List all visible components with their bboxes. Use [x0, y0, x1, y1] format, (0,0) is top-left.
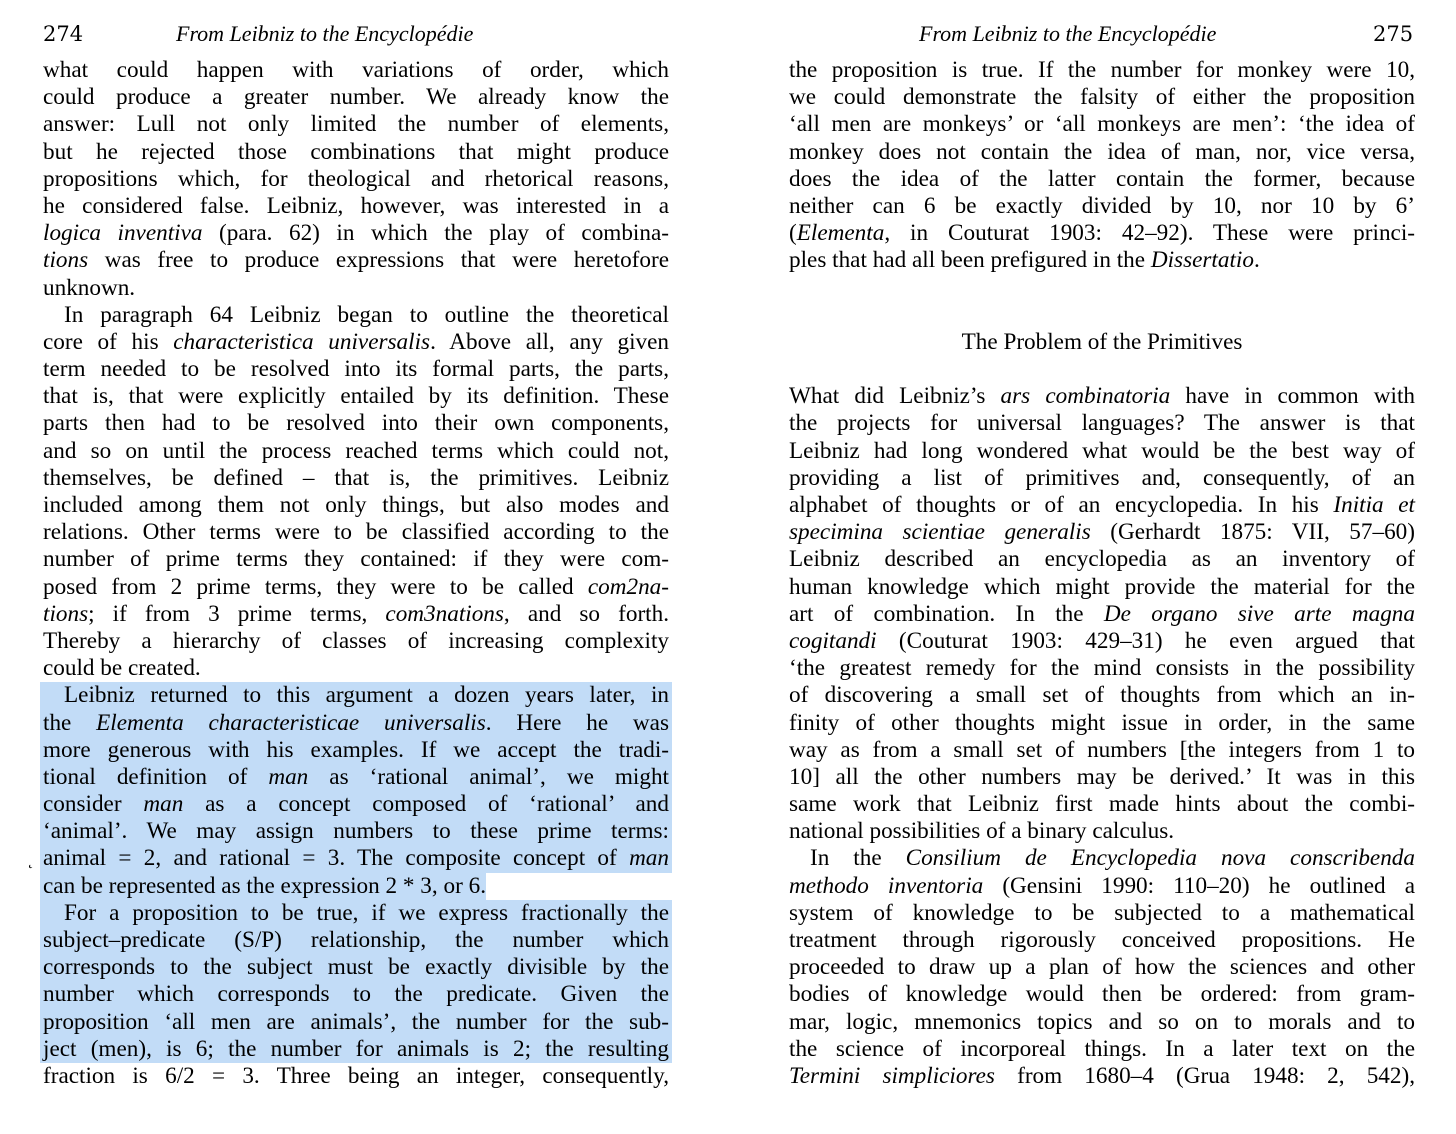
text-line: specimina scientiae generalis (Gerhardt 1875: VII, 57–60)	[789, 519, 1415, 546]
text-line: we could demonstrate the falsity of either the proposition	[789, 84, 1415, 111]
text-line: fraction is 6/2 = 3. Three being an integer, consequently,	[43, 1062, 669, 1089]
text-line: proposition ‘all men are animals’, the number for the sub-	[40, 1009, 672, 1036]
text-line: the proposition is true. If the number for monkey were 10,	[789, 57, 1415, 83]
text-line: neither can 6 be exactly divided by 10, nor 10 by 6’	[789, 192, 1415, 219]
text-line: core of his characteristica universalis. Above all, any given	[43, 328, 669, 355]
text-line: What did Leibniz’s ars combinatoria have in common with	[789, 383, 1415, 410]
text-line: the projects for universal languages? The answer is that	[789, 410, 1415, 437]
page-number: 274	[43, 22, 84, 46]
text-line: finity of other thoughts might issue in order, in the same	[789, 709, 1415, 736]
text-line: alphabet of thoughts or of an encyclopedia. In his Initia et	[789, 492, 1415, 518]
text-line: can be represented as the expression 2 * 3, or 6.	[40, 873, 486, 900]
text-line: relations. Other terms were to be classified according to the	[43, 519, 669, 546]
text-line: In the Consilium de Encyclopedia nova conscribenda	[810, 845, 1415, 872]
text-line: cogitandi (Couturat 1903: 429–31) he even argued that	[789, 627, 1415, 654]
text-line: themselves, be defined – that is, the primitives. Leibniz	[43, 464, 669, 491]
text-line: number of prime terms they contained: if they were com-	[43, 546, 669, 573]
text-line: Leibniz described an encyclopedia as an inventory of	[789, 546, 1415, 573]
text-line: human knowledge which might provide the material for the	[789, 573, 1415, 600]
text-line: ‘all men are monkeys’ or ‘all monkeys are men’: ‘the idea of	[789, 111, 1415, 138]
section-heading: The Problem of the Primitives	[961, 328, 1243, 355]
text-line: mar, logic, mnemonics topics and so on to morals and to	[789, 1008, 1415, 1035]
text-line: treatment through rigorously conceived propositions. He	[789, 927, 1415, 953]
page-number: 275	[1373, 22, 1414, 46]
text-line: In paragraph 64 Leibniz began to outline the theoretical	[64, 301, 669, 328]
text-line: but he rejected those combinations that might produce	[43, 138, 669, 165]
text-line: tions; if from 3 prime terms, com3nations, and so forth.	[43, 600, 669, 627]
text-line: ‘the greatest remedy for the mind consists in the possibility	[789, 655, 1415, 682]
text-line: Thereby a hierarchy of classes of increasing complexity	[43, 627, 669, 654]
text-line: and so on until the process reached terms which could not,	[43, 437, 669, 464]
text-line: national possibilities of a binary calculus.	[789, 818, 1175, 845]
left-running-header	[43, 20, 669, 48]
text-line: bodies of knowledge would then be ordered: from gram-	[789, 981, 1415, 1008]
text-line: providing a list of primitives and, consequently, of an	[789, 464, 1415, 491]
text-line: 10] all the other numbers may be derived.’ It was in this	[789, 763, 1415, 790]
text-line: ‘animal’. We may assign numbers to these prime terms:	[40, 818, 672, 845]
text-line: monkey does not contain the idea of man, nor, vice versa,	[789, 138, 1415, 165]
text-line: way as from a small set of numbers [the integers from 1 to	[789, 736, 1415, 763]
text-line: For a proposition to be true, if we express fractionally the	[40, 900, 672, 927]
text-line: posed from 2 prime terms, they were to be called com2na-	[43, 573, 669, 600]
text-line: parts then had to be resolved into their own components,	[43, 410, 669, 437]
text-line: subject–predicate (S/P) relationship, the number which	[40, 927, 672, 954]
right-running-header	[789, 20, 1415, 48]
text-line: ples that had all been prefigured in the Dissertatio.	[789, 247, 1260, 274]
text-line: tional definition of man as ‘rational animal’, we might	[40, 764, 672, 791]
text-line: same work that Leibniz first made hints about the combi-	[789, 791, 1415, 818]
text-line: the Elementa characteristicae universalis. Here he was	[40, 710, 672, 737]
text-line: tions was free to produce expressions that were heretofore	[43, 247, 669, 274]
left-page-text	[28, 57, 669, 1090]
text-line: system of knowledge to be subjected to a mathematical	[789, 899, 1415, 926]
text-line: animal = 2, and rational = 3. The composite concept of man ˛	[40, 845, 672, 872]
text-line: propositions which, for theological and rhetorical reasons,	[43, 165, 669, 192]
text-line: logica inventiva (para. 62) in which the play of combina-	[43, 220, 669, 247]
text-line: (Elementa, in Couturat 1903: 42–92). These were princi-	[789, 220, 1415, 247]
running-head: From Leibniz to the Encyclopédie	[176, 21, 474, 46]
text-line: ject (men), is 6; the number for animals is 2; the resulting	[40, 1036, 672, 1063]
text-line: Leibniz had long wondered what would be the best way of	[789, 437, 1415, 464]
text-line: could be created.	[43, 655, 201, 682]
text-line: of discovering a small set of thoughts from which an in-	[789, 682, 1415, 709]
text-line: unknown.	[43, 274, 136, 301]
text-line: more generous with his examples. If we accept the tradi-	[40, 737, 672, 764]
text-line: what could happen with variations of order, which	[43, 57, 669, 83]
pen-mark-icon: ˛	[28, 852, 34, 870]
text-line: does the idea of the latter contain the former, because	[789, 165, 1415, 192]
text-line: term needed to be resolved into its formal parts, the parts,	[43, 356, 669, 383]
text-line: he considered false. Leibniz, however, was interested in a	[43, 192, 669, 219]
text-line: Termini simpliciores from 1680–4 (Grua 1948: 2, 542),	[789, 1062, 1416, 1089]
text-line: proceeded to draw up a plan of how the sciences and other	[789, 954, 1415, 981]
text-line: consider man as a concept composed of ‘rational’ and	[40, 791, 672, 818]
text-line: answer: Lull not only limited the number of elements,	[43, 111, 669, 138]
text-line: included among them not only things, but also modes and	[43, 492, 669, 518]
text-line: methodo inventoria (Gensini 1990: 110–20) he outlined a	[789, 872, 1415, 899]
text-line: number which corresponds to the predicate. Given the	[40, 981, 672, 1008]
text-line: corresponds to the subject must be exactly divisible by the	[40, 954, 672, 981]
text-line: could produce a greater number. We already know the	[43, 84, 669, 111]
right-page-text	[789, 57, 1415, 1090]
text-line: that is, that were explicitly entailed by its definition. These	[43, 383, 669, 410]
text-line: the science of incorporeal things. In a later text on the	[789, 1035, 1415, 1062]
text-line: art of combination. In the De organo sive arte magna	[789, 600, 1415, 627]
text-line: Leibniz returned to this argument a dozen years later, in	[40, 682, 672, 709]
running-head: From Leibniz to the Encyclopédie	[919, 21, 1217, 46]
